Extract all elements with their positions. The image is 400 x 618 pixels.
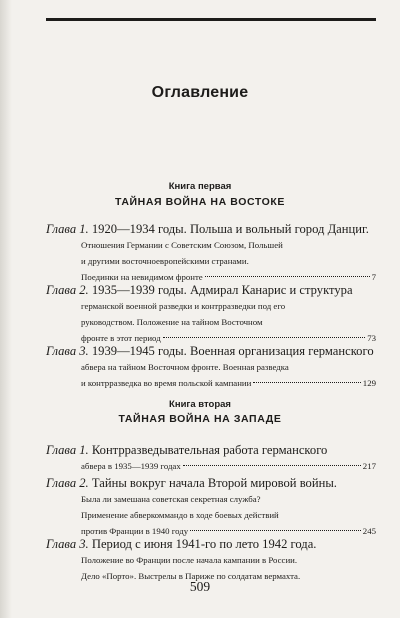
top-rule — [46, 18, 376, 21]
chapter-number: Глава 2. — [46, 476, 89, 490]
chapter-title-line: и контрразведка во время польской кампании — [81, 378, 252, 388]
book-one-title: ТАЙНАЯ ВОЙНА НА ВОСТОКЕ — [114, 196, 286, 208]
dot-leader — [163, 337, 366, 338]
chapter-title-line: германской военной разведки и контрразведки под его — [81, 301, 286, 311]
chapter-title-line: Положение во Франции после начала кампании в России. — [81, 555, 298, 565]
chapter-title-line: абвера в 1935—1939 годах — [81, 461, 181, 471]
chapter-page-number: 245 — [362, 526, 376, 536]
chapter-page-number: 129 — [362, 378, 376, 388]
chapter-title-line: Дело «Порто». Выстрелы в Париже по солдатам вермахта. — [81, 571, 301, 581]
toc-entry[interactable] — [46, 536, 376, 584]
toc-entry[interactable] — [46, 221, 376, 285]
toc-entry[interactable] — [46, 475, 376, 539]
chapter-title-line: и другими восточноевропейскими странами. — [81, 256, 249, 266]
chapter-number: Глава 3. — [46, 344, 89, 358]
chapter-title-line: 1935—1939 годы. Адмирал Канарис и структура — [91, 283, 353, 297]
chapter-title-line: Была ли замешана советская секретная служба? — [81, 494, 261, 504]
page-title: Оглавление — [151, 84, 249, 101]
dot-leader — [183, 465, 361, 466]
toc-entry[interactable] — [46, 343, 376, 391]
chapter-title-line: абвера на тайном Восточном фронте. Военная разведка — [81, 362, 289, 372]
book-one-label: Книга первая — [168, 181, 232, 192]
book-two-label: Книга вторая — [169, 399, 231, 410]
chapter-number: Глава 2. — [46, 283, 89, 297]
dot-leader — [205, 276, 370, 277]
chapter-page-number: 73 — [367, 333, 376, 343]
dot-leader — [253, 382, 360, 383]
chapter-title-line: 1920—1934 годы. Польша и вольный город Данциг. — [91, 222, 369, 236]
chapter-number: Глава 3. — [46, 537, 89, 551]
chapter-title-line: Период с июня 1941-го по лето 1942 года. — [91, 537, 317, 551]
chapter-title-line: против Франции в 1940 году — [81, 526, 189, 536]
chapter-title-line: Тайны вокруг начала Второй мировой войны. — [91, 476, 337, 490]
chapter-number: Глава 1. — [46, 222, 89, 236]
chapter-title-line: Контрразведывательная работа германского — [91, 443, 328, 457]
chapter-title-line: Поединки на невидимом фронте — [81, 272, 203, 282]
chapter-title-line: 1939—1945 годы. Военная организация германского — [91, 344, 374, 358]
dot-leader — [190, 530, 361, 531]
chapter-title-line: руководством. Положение на тайном Восточном — [81, 317, 263, 327]
toc-entry[interactable] — [46, 442, 376, 474]
chapter-page-number: 217 — [362, 461, 376, 471]
chapter-title-line: фронте в этот период — [81, 333, 161, 343]
chapter-page-number: 7 — [371, 272, 376, 282]
book-two-title: ТАЙНАЯ ВОЙНА НА ЗАПАДЕ — [118, 413, 282, 425]
chapter-number: Глава 1. — [46, 443, 89, 457]
chapter-title-line: Применение абверкоммандо в ходе боевых действий — [81, 510, 279, 520]
toc-entry[interactable] — [46, 282, 376, 346]
chapter-title-line: Отношения Германии с Советским Союзом, Польшей — [81, 240, 283, 250]
page-number: 509 — [189, 579, 211, 594]
